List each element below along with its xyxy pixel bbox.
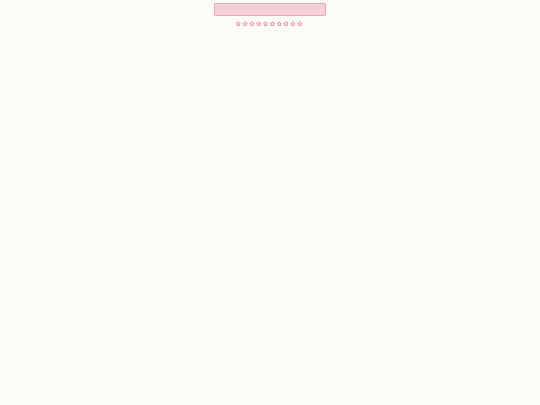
list-item [12,87,534,93]
list-item [12,43,534,49]
list-item [12,76,534,82]
flower-icon: ✿ [249,19,257,28]
intro-paragraph [6,32,534,38]
flower-icon: ✿ [283,19,291,28]
blog-post [6,3,534,402]
flower-icon: ✿ [276,19,284,28]
list-item [12,54,534,60]
post-header [214,3,326,16]
flower-icon: ✿ [270,19,277,28]
flower-icon: ✿ [242,19,250,28]
flower-icon: ✿ [290,19,298,28]
flower-icon: ✿ [235,19,243,28]
closing-paragraph [6,98,534,104]
flower-icon: ✿ [297,19,305,28]
flower-icon: ✿ [256,19,264,28]
item-list [6,43,534,93]
flower-divider [6,19,534,28]
flower-icon: ✿ [263,19,270,28]
list-item [12,65,534,71]
